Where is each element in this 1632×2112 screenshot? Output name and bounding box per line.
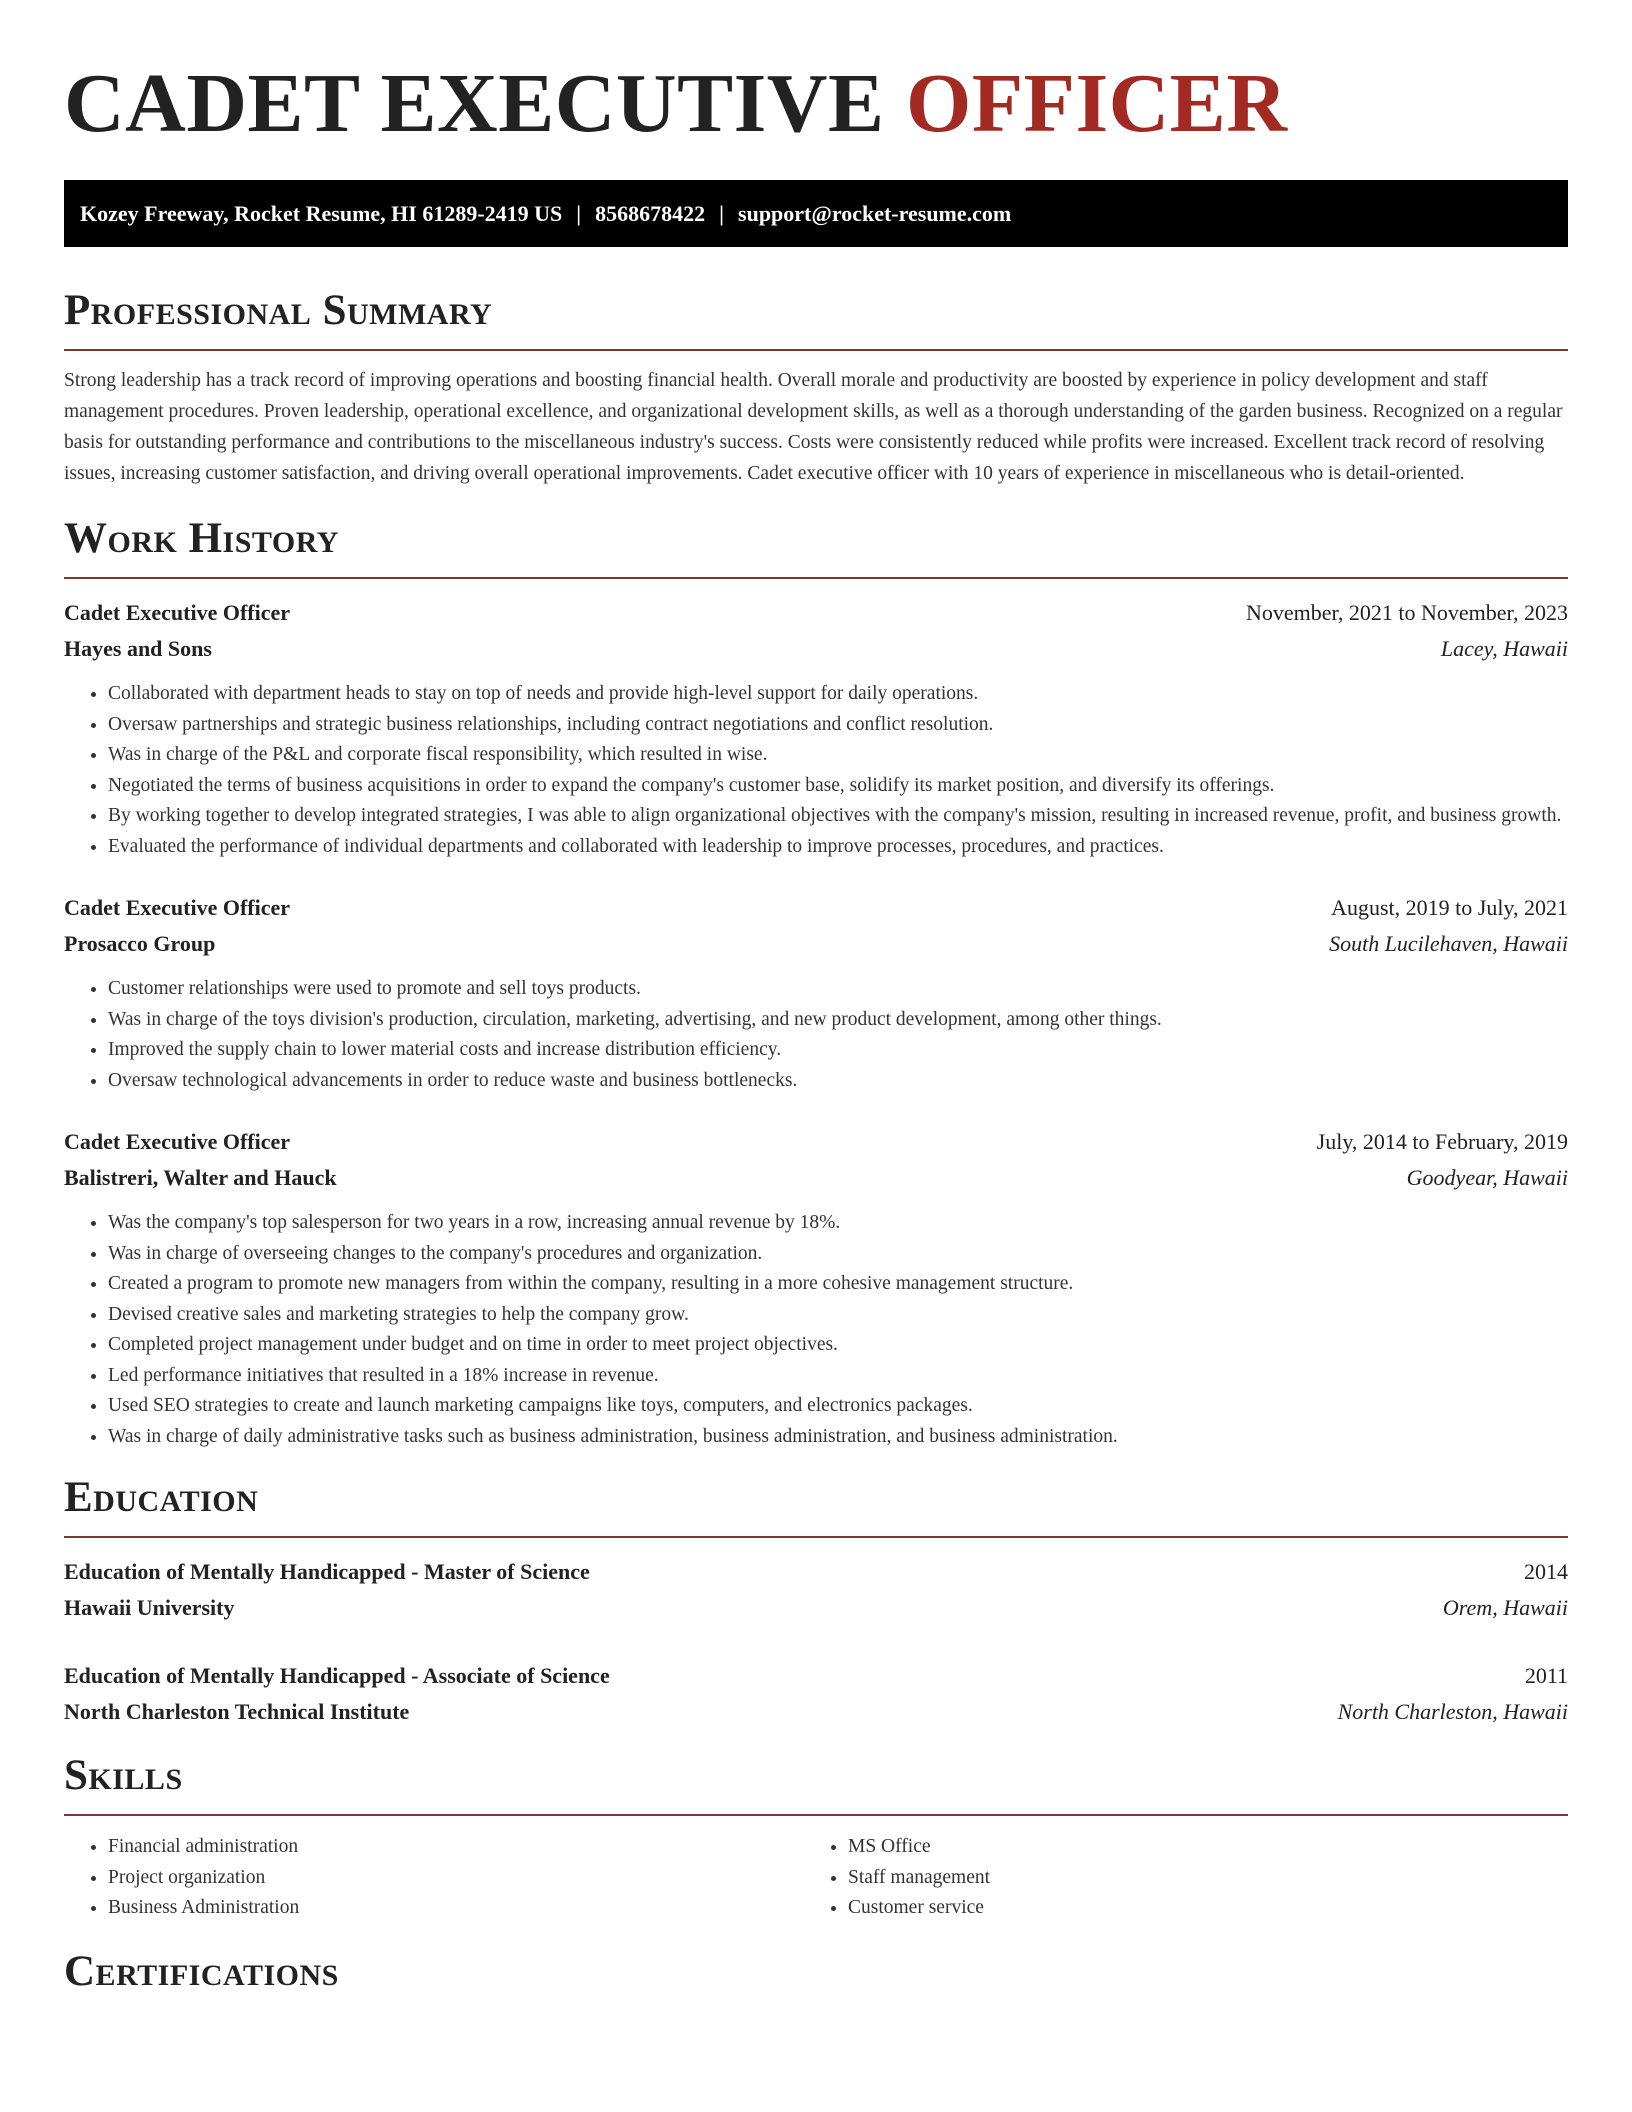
job-company-row xyxy=(64,631,1568,667)
education-entry xyxy=(64,1658,1568,1730)
contact-separator: | xyxy=(576,200,582,226)
job-bullets xyxy=(64,974,1568,1096)
education-school: Hawaii University xyxy=(64,1595,235,1620)
education-school-row xyxy=(64,1590,1568,1626)
certifications-section xyxy=(64,1946,1568,1998)
job-entry xyxy=(64,595,1568,862)
job-bullet: • Created a program to promote new managers from within the company, resulting in a more cohesive management structure. xyxy=(108,1269,1568,1300)
job-bullets xyxy=(64,1208,1568,1452)
education-school-row xyxy=(64,1694,1568,1730)
job-bullet: • By working together to develop integrated strategies, I was able to align organizational objectives with the company's mission, resulting in increased revenue, profit, and business growth. xyxy=(108,801,1568,832)
job-company: Balistreri, Walter and Hauck xyxy=(64,1165,337,1190)
education-section xyxy=(64,1472,1568,1730)
name-accent: OFFICER xyxy=(905,57,1288,150)
section-title-summary: Professional Summary xyxy=(64,287,493,334)
resume-name xyxy=(64,0,1568,152)
job-dates: November, 2021 to November, 2023 xyxy=(1245,600,1568,625)
job-location: Goodyear, Hawaii xyxy=(1406,1165,1568,1190)
job-bullet: • Evaluated the performance of individual departments and collaborated with leadership to improve processes, procedures, and practices. xyxy=(108,832,1568,863)
job-entry xyxy=(64,1124,1568,1452)
contact-phone: 8568678422 xyxy=(595,200,706,226)
job-bullet: • Was in charge of the P&L and corporate fiscal responsibility, which resulted in wise. xyxy=(108,740,1568,771)
job-bullet: • Was in charge of overseeing changes to the company's procedures and organization. xyxy=(108,1239,1568,1270)
section-divider xyxy=(64,349,1568,351)
job-title: Cadet Executive Officer xyxy=(64,600,291,625)
job-bullet: • Negotiated the terms of business acquisitions in order to expand the company's customer base, solidify its market position, and diversify its offerings. xyxy=(108,771,1568,802)
resume-page xyxy=(64,0,1568,1998)
job-bullet: • Oversaw partnerships and strategic business relationships, including contract negotiations and conflict resolution. xyxy=(108,710,1568,741)
job-dates: July, 2014 to February, 2019 xyxy=(1316,1129,1568,1154)
section-title-work-history: Work History xyxy=(64,515,339,562)
job-bullet: • Was the company's top salesperson for two years in a row, increasing annual revenue by 18%. xyxy=(108,1208,1568,1239)
job-location: South Lucilehaven, Hawaii xyxy=(1329,931,1568,956)
job-bullets xyxy=(64,679,1568,862)
education-degree-row xyxy=(64,1658,1568,1694)
education-degree: Education of Mentally Handicapped - Master of Science xyxy=(64,1559,590,1584)
job-company: Hayes and Sons xyxy=(64,636,212,661)
section-title-education: Education xyxy=(64,1474,259,1521)
job-title: Cadet Executive Officer xyxy=(64,895,291,920)
skill-item: • Staff management xyxy=(848,1863,1544,1894)
skill-item: • Business Administration xyxy=(108,1893,804,1924)
work-history-section xyxy=(64,513,1568,1452)
education-location: North Charleston, Hawaii xyxy=(1337,1699,1568,1724)
job-bullet: • Led performance initiatives that resulted in a 18% increase in revenue. xyxy=(108,1361,1568,1392)
skills-section xyxy=(64,1750,1568,1924)
education-year: 2014 xyxy=(1524,1559,1568,1584)
section-title-certifications: Certifications xyxy=(64,1947,339,1995)
job-bullet: • Customer relationships were used to promote and sell toys products. xyxy=(108,974,1568,1005)
education-school: North Charleston Technical Institute xyxy=(64,1699,410,1724)
job-location: Lacey, Hawaii xyxy=(1440,636,1568,661)
contact-email: support@rocket-resume.com xyxy=(738,200,1012,226)
education-degree-row xyxy=(64,1554,1568,1590)
job-header-row xyxy=(64,890,1568,926)
skills-list-left xyxy=(64,1832,804,1924)
section-title-skills: Skills xyxy=(64,1752,183,1799)
section-divider xyxy=(64,577,1568,579)
job-bullet: • Collaborated with department heads to stay on top of needs and provide high-level support for daily operations. xyxy=(108,679,1568,710)
contact-separator: | xyxy=(719,200,725,226)
summary-text: Strong leadership has a track record of improving operations and boosting financial health. Overall morale and productivity are boosted by experience in policy development and staff management procedures. Proven leadership, operational excellence, and organizational development skills, as well as a thorough understanding of the garden business. Recognized on a regular basis for outstanding performance and contributions to the miscellaneous industry's success. Costs were consistently reduced while profits were increased. Excellent track record of resolving issues, increasing customer satisfaction, and driving overall operational improvements. Cadet executive officer with 10 years of experience in miscellaneous who is detail-oriented. xyxy=(64,370,1563,484)
skill-item: • Financial administration xyxy=(108,1832,804,1863)
skill-item: • Customer service xyxy=(848,1893,1544,1924)
summary-section xyxy=(64,285,1568,489)
skill-item: • MS Office xyxy=(848,1832,1544,1863)
education-degree: Education of Mentally Handicapped - Associate of Science xyxy=(64,1663,610,1688)
job-header-row xyxy=(64,1124,1568,1160)
job-title: Cadet Executive Officer xyxy=(64,1129,291,1154)
job-header-row xyxy=(64,595,1568,631)
education-location: Orem, Hawaii xyxy=(1442,1595,1568,1620)
name-primary: CADET EXECUTIVE xyxy=(64,57,885,150)
skills-columns xyxy=(64,1832,1568,1924)
job-bullet: • Was in charge of daily administrative tasks such as business administration, business administration, and business administration. xyxy=(108,1422,1568,1453)
job-bullet: • Completed project management under budget and on time in order to meet project objectives. xyxy=(108,1330,1568,1361)
job-company-row xyxy=(64,926,1568,962)
job-bullet: • Used SEO strategies to create and launch marketing campaigns like toys, computers, and electronics packages. xyxy=(108,1391,1568,1422)
job-entry xyxy=(64,890,1568,1096)
skills-list-right xyxy=(804,1832,1544,1924)
contact-bar xyxy=(64,180,1568,247)
job-bullet: • Improved the supply chain to lower material costs and increase distribution efficiency. xyxy=(108,1035,1568,1066)
education-entry xyxy=(64,1554,1568,1626)
contact-address: Kozey Freeway, Rocket Resume, HI 61289-2419 US xyxy=(80,200,563,226)
job-company-row xyxy=(64,1160,1568,1196)
job-bullet: • Oversaw technological advancements in order to reduce waste and business bottlenecks. xyxy=(108,1066,1568,1097)
section-divider xyxy=(64,1814,1568,1816)
job-company: Prosacco Group xyxy=(64,931,216,956)
education-year: 2011 xyxy=(1524,1663,1568,1688)
section-divider xyxy=(64,1536,1568,1538)
job-bullet: • Was in charge of the toys division's production, circulation, marketing, advertising, and new product development, among other things. xyxy=(108,1005,1568,1036)
skill-item: • Project organization xyxy=(108,1863,804,1894)
job-dates: August, 2019 to July, 2021 xyxy=(1331,895,1568,920)
job-bullet: • Devised creative sales and marketing strategies to help the company grow. xyxy=(108,1300,1568,1331)
